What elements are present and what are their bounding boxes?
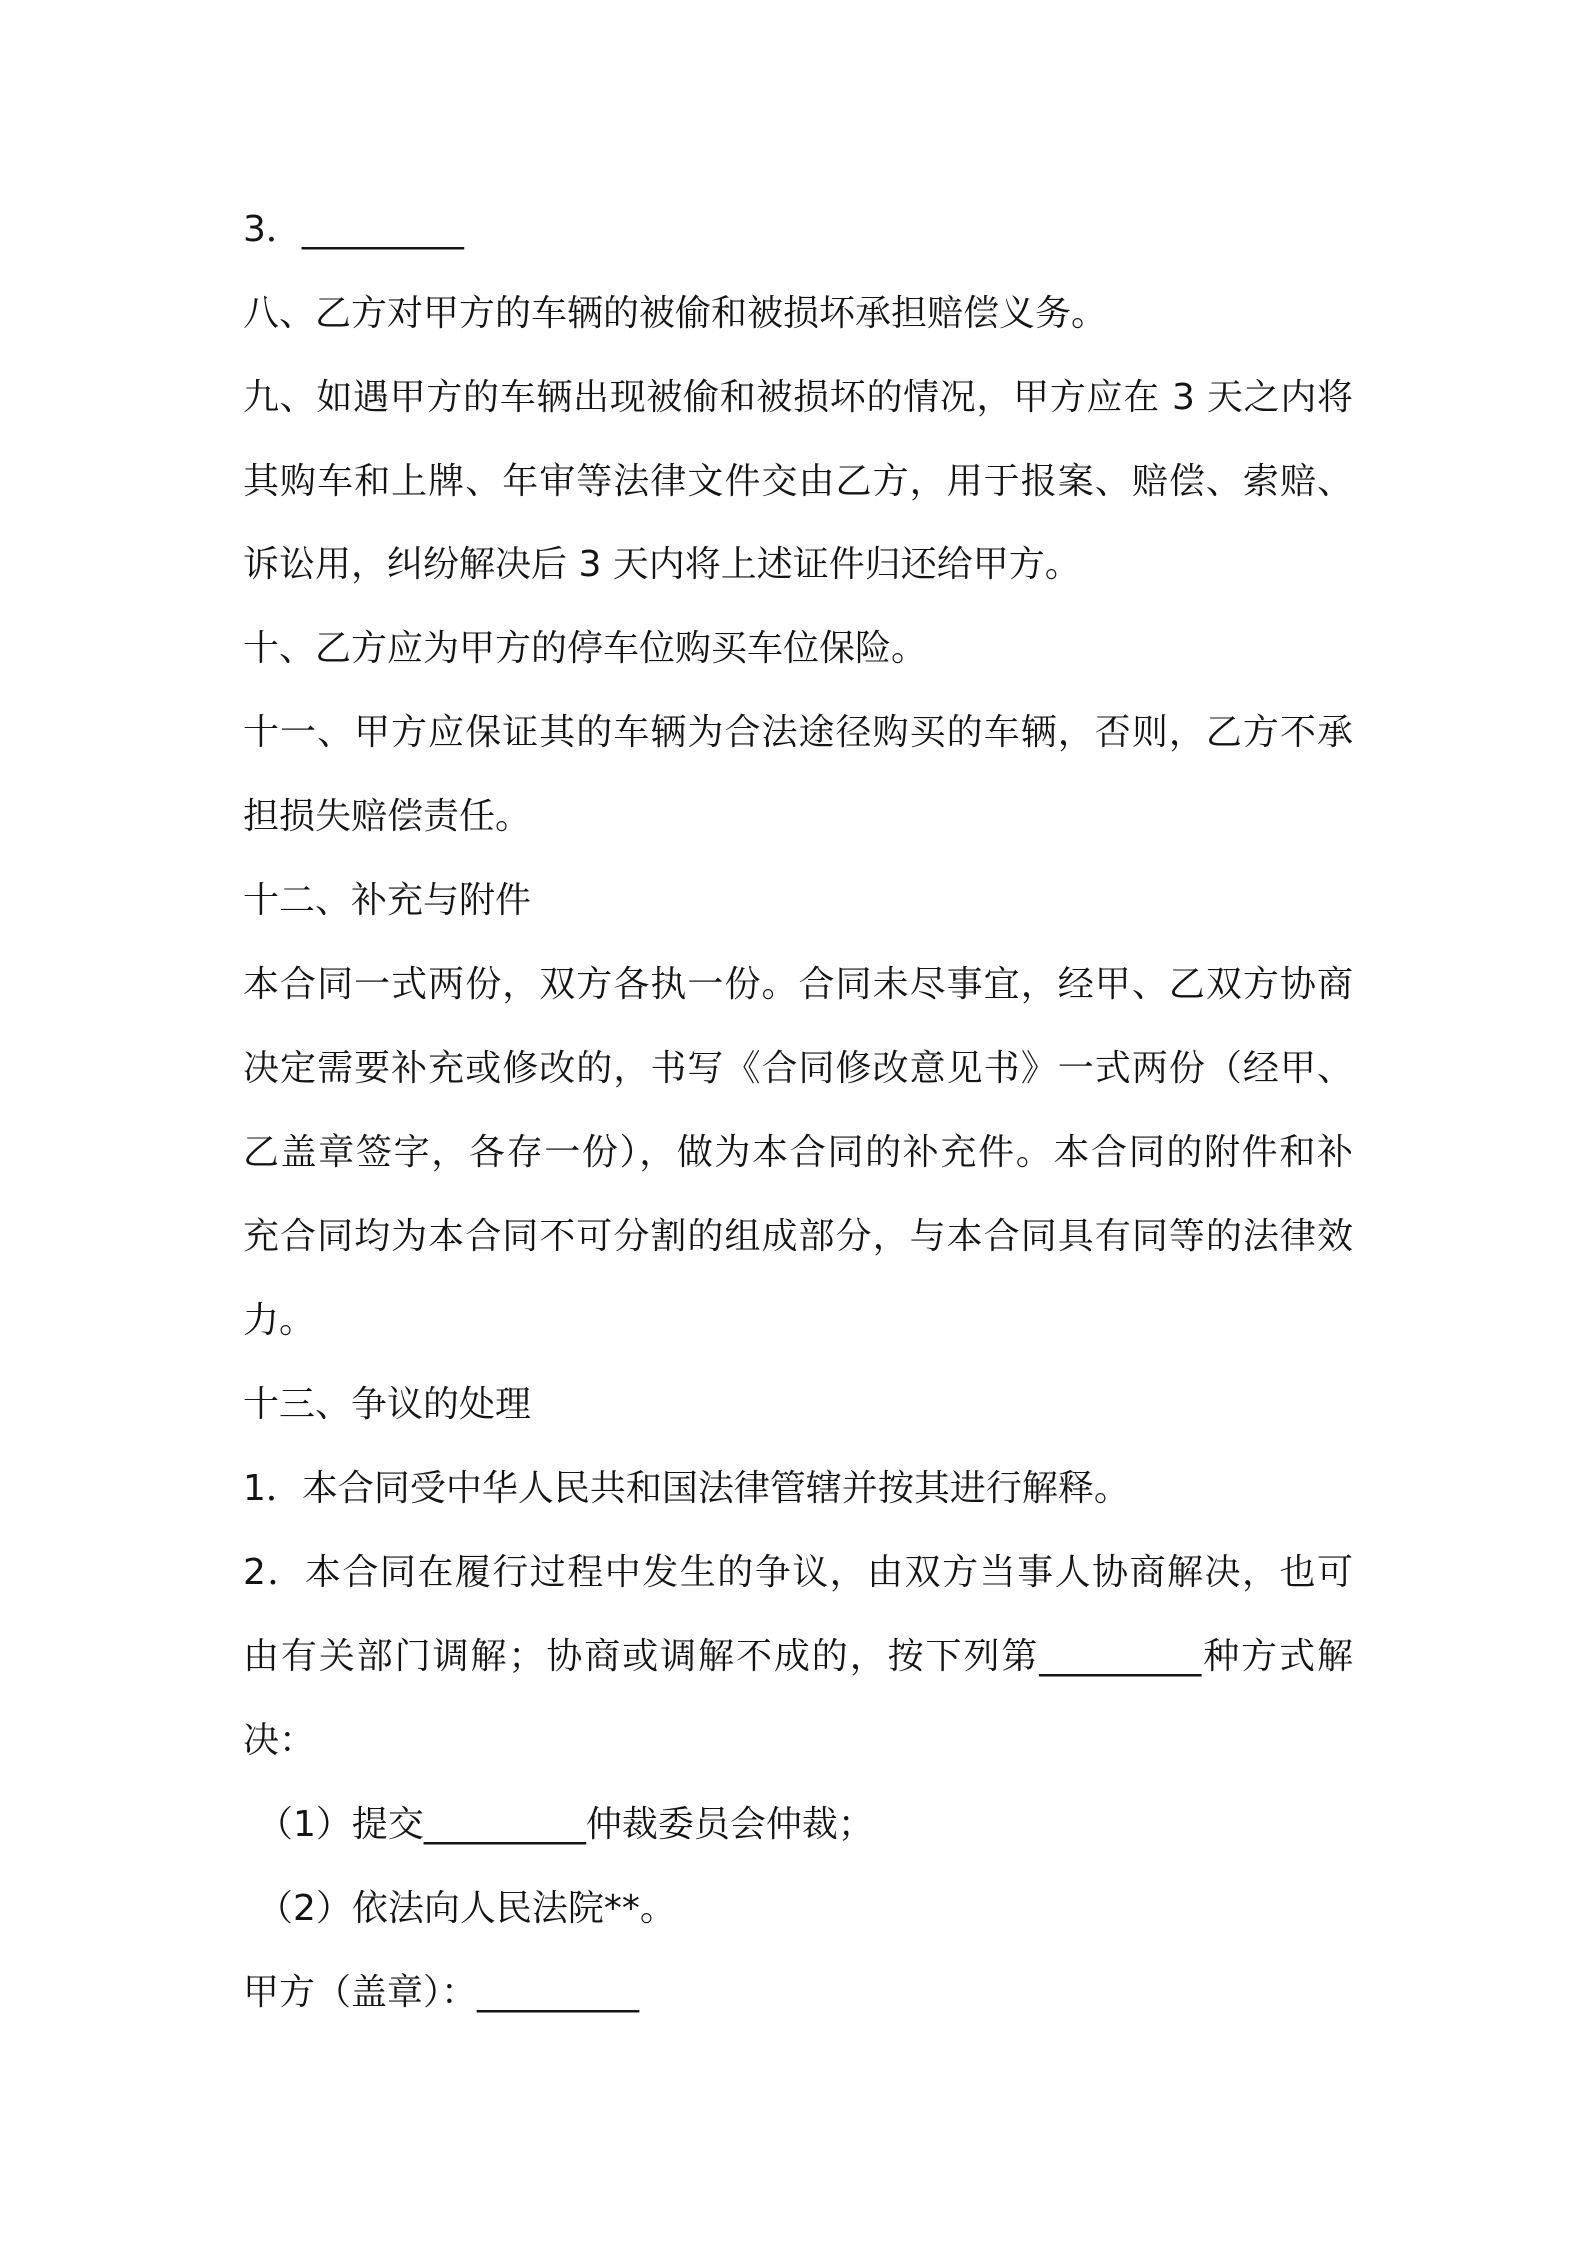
section-13-item-2-line-2: 由有关部门调解；协商或调解不成的，按下列第_________种方式解 (243, 1636, 1353, 1677)
resolution-option-1: （1）提交_________仲裁委员会仲裁； (257, 1804, 874, 1845)
section-12-heading: 十二、补充与附件 (243, 880, 532, 921)
clause-9-line-1: 九、如遇甲方的车辆出现被偷和被损坏的情况，甲方应在 3 天之内将 (243, 377, 1353, 418)
section-12-para-line-3: 乙盖章签字，各存一份），做为本合同的补充件。本合同的附件和补 (243, 1132, 1353, 1173)
section-13-item-2-line-3: 决： (243, 1720, 316, 1761)
clause-10: 十、乙方应为甲方的停车位购买车位保险。 (243, 628, 928, 669)
clause-8: 八、乙方对甲方的车辆的被偷和被损坏承担赔偿义务。 (243, 293, 1108, 334)
resolution-option-2: （2）依法向人民法院**。 (257, 1888, 676, 1929)
clause-9-line-2: 其购车和上牌、年审等法律文件交由乙方，用于报案、赔偿、索赔、 (243, 461, 1353, 502)
party-a-seal-line: 甲方（盖章）：_________ (243, 1972, 640, 2013)
section-13-item-1: 1．本合同受中华人民共和国法律管辖并按其进行解释。 (243, 1468, 1130, 1509)
clause-11-line-2: 担损失赔偿责任。 (243, 796, 532, 837)
section-13-heading: 十三、争议的处理 (243, 1384, 532, 1425)
section-12-para-line-1: 本合同一式两份，双方各执一份。合同未尽事宜，经甲、乙双方协商 (243, 964, 1353, 1005)
clause-9-line-3: 诉讼用，纠纷解决后 3 天内将上述证件归还给甲方。 (243, 544, 1081, 585)
section-13-item-2-line-1: 2．本合同在履行过程中发生的争议，由双方当事人协商解决，也可 (243, 1552, 1353, 1593)
section-12-para-line-5: 力。 (243, 1300, 316, 1341)
clause-7-item-3: 3．_________ (243, 209, 464, 250)
section-12-para-line-2: 决定需要补充或修改的，书写《合同修改意见书》一式两份（经甲、 (243, 1048, 1353, 1089)
clause-11-line-1: 十一、甲方应保证其的车辆为合法途径购买的车辆，否则，乙方不承 (243, 712, 1353, 753)
section-12-para-line-4: 充合同均为本合同不可分割的组成部分，与本合同具有同等的法律效 (243, 1216, 1353, 1257)
